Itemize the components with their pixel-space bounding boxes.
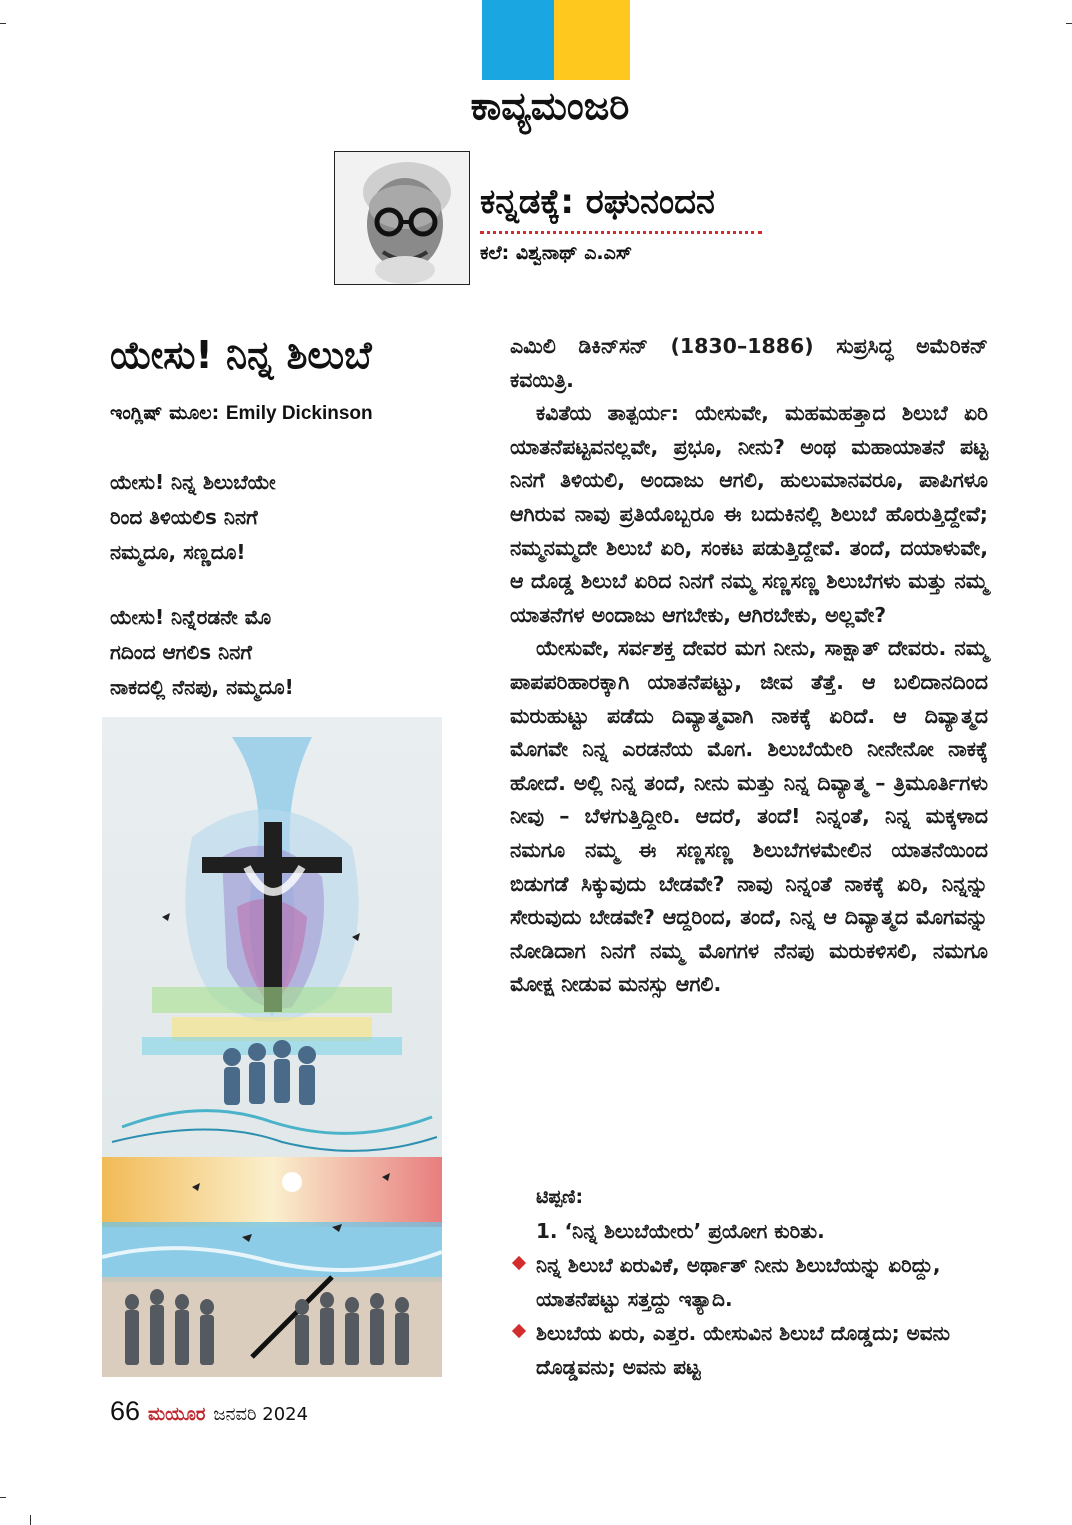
magazine-name: ಮಯೂರ: [148, 1404, 206, 1425]
notes-item: 1. ‘ನಿನ್ನ ಶಿಲುಬೆಯೇರು’ ಪ್ರಯೋಗ ಕುರಿತು.: [536, 1219, 825, 1243]
artist-credit: ಕಲೆ: ವಿಶ್ವನಾಥ್ ಎ.ಎಸ್: [480, 242, 633, 264]
notes-bullet: [510, 1316, 988, 1384]
commentary: [510, 330, 988, 1002]
poem-line: ಗದಿಂದ ಆಗಲಿs ನಿನಗೆ: [110, 640, 252, 664]
crop-mark: [1066, 23, 1072, 24]
header-blue-bar: [482, 0, 554, 90]
commentary-paragraph: ಯೇಸುವೇ, ಸರ್ವಶಕ್ತ ದೇವರ ಮಗ ನೀನು, ಸಾಕ್ಷಾತ್ ದೇವರು. ನಮ್ಮ ಪಾಪಪರಿಹಾರಕ್ಕಾಗಿ ಯಾತನೆಪಟ್ಟು, ಜೀವ ತೆತ್ತೆ. ಆ ಬಲಿದಾನದಿಂದ ಮರುಹುಟ್ಟು ಪಡೆದು ದಿವ್ಯಾತ್ಮವಾಗಿ ನಾಕಕ್ಕೆ ಏರಿದೆ. ಆ ದಿವ್ಯಾತ್ಮದ ಮೊಗವೇ ನಿನ್ನ ಎರಡನೆಯ ಮೊಗ. ಶಿಲುಬೆಯೇರಿ ನೀನೇನೋ ನಾಕಕ್ಕೆ ಹೋದೆ. ಅಲ್ಲಿ ನಿನ್ನ ತಂದೆ, ನೀನು ಮತ್ತು ನಿನ್ನ ದಿವ್ಯಾತ್ಮ – ತ್ರಿಮೂರ್ತಿಗಳು ನೀವು – ಬೆಳಗುತ್ತಿದ್ದೀರಿ. ಆದರೆ, ತಂದೆ! ನಿನ್ನಂತೆ, ನಿನ್ನ ಮಕ್ಕಳಾದ ನಮಗೂ ನಮ್ಮ ಈ ಸಣ್ಣಸಣ್ಣ ಶಿಲುಬೆಗಳಮೇಲಿನ ಯಾತನೆಯಿಂದ ಬಿಡುಗಡೆ ಸಿಕ್ಕುವುದು ಬೇಡವೇ? ನಾವು ನಿನ್ನಂತೆ ನಾಕಕ್ಕೆ ಏರಿ, ನಿನ್ನನ್ನು ಸೇರುವುದು ಬೇಡವೇ? ಆದ್ದರಿಂದ, ತಂದೆ, ನಿನ್ನ ಆ ದಿವ್ಯಾತ್ಮದ ಮೊಗವನ್ನು ನೋಡಿದಾಗ ನಿನಗೆ ನಮ್ಮ ಮೊಗಗಳ ನೆನಪು ಮರುಕಳಿಸಲಿ, ನಮಗೂ ಮೋಕ್ಷ ನೀಡುವ ಮನಸ್ಸು ಆಗಲಿ.: [510, 636, 988, 997]
crop-mark: [0, 1497, 6, 1498]
notes-bullet-text: ನಿನ್ನ ಶಿಲುಬೆ ಏರುವಿಕೆ, ಅರ್ಥಾತ್ ನೀನು ಶಿಲುಬೆಯನ್ನು ಏರಿದ್ದು, ಯಾತನೆಪಟ್ಟು ಸತ್ತದ್ದು ಇತ್ಯಾದಿ.: [536, 1253, 941, 1311]
issue-date: ಜನವರಿ 2024: [213, 1404, 309, 1425]
poem-line: ನಾಕದಲ್ಲಿ ನೆನಪು, ನಮ್ಮದೂ!: [110, 675, 294, 699]
notes-section: [510, 1180, 988, 1384]
crop-mark: [0, 23, 6, 24]
poem-line: ರಿಂದ ತಿಳಿಯಲಿs ನಿನಗೆ: [110, 505, 258, 529]
commentary-paragraph: ಕವಿತೆಯ ತಾತ್ಪರ್ಯ: ಯೇಸುವೇ, ಮಹಮಹತ್ತಾದ ಶಿಲುಬೆ ಏರಿ ಯಾತನೆಪಟ್ಟವನಲ್ಲವೇ, ಪ್ರಭೂ, ನೀನು? ಅಂಥ ಮಹಾಯಾತನೆ ಪಟ್ಟ ನಿನಗೆ ತಿಳಿಯಲಿ, ಅಂದಾಜು ಆಗಲಿ, ಹುಲುಮಾನವರೂ, ಪಾಪಿಗಳೂ ಆಗಿರುವ ನಾವು ಪ್ರತಿಯೊಬ್ಬರೂ ಈ ಬದುಕಿನಲ್ಲಿ ಶಿಲುಬೆ ಹೊರುತ್ತಿದ್ದೇವೆ; ನಮ್ಮನಮ್ಮದೇ ಶಿಲುಬೆ ಏರಿ, ಸಂಕಟ ಪಡುತ್ತಿದ್ದೇವೆ. ತಂದೆ, ದಯಾಳುವೇ, ಆ ದೊಡ್ಡ ಶಿಲುಬೆ ಏರಿದ ನಿನಗೆ ನಮ್ಮ ಸಣ್ಣಸಣ್ಣ ಶಿಲುಬೆಗಳು ಮತ್ತು ನಮ್ಮ ಯಾತನೆಗಳ ಅಂದಾಜು ಆಗಬೇಕು, ಆಗಿರಬೇಕು, ಅಲ್ಲವೇ?: [510, 401, 988, 627]
source-label: ಇಂಗ್ಲಿಷ್ ಮೂಲ:: [110, 402, 220, 424]
page-number: 66: [110, 1396, 141, 1426]
notes-heading: ಟಿಪ್ಪಣಿ:: [536, 1186, 584, 1208]
section-title: ಕಾವ್ಯಮಂಜರಿ: [450, 80, 650, 132]
poem-line: ಯೇಸು! ನಿನ್ನ ಶಿಲುಬೆಯೇ: [110, 470, 276, 494]
diamond-bullet-icon: [512, 1324, 526, 1338]
diamond-bullet-icon: [512, 1256, 526, 1270]
translator-byline: ಕನ್ನಡಕ್ಕೆ: ರಘುನಂದನ: [480, 182, 715, 222]
poem-line: ಯೇಸು! ನಿನ್ನೆರಡನೇ ಮೊ: [110, 605, 272, 629]
source-author: Emily Dickinson: [225, 403, 373, 424]
poem-stanza-2: [110, 600, 294, 705]
notes-bullet-text: ಶಿಲುಬೆಯ ಏರು, ಎತ್ತರ. ಯೇಸುವಿನ ಶಿಲುಬೆ ದೊಡ್ಡದು; ಅವನು ದೊಡ್ಡವನು; ಅವನು ಪಟ್ಟ: [536, 1321, 951, 1379]
author-portrait: [334, 151, 470, 285]
dotted-divider: [480, 231, 762, 234]
page-footer: [110, 1396, 308, 1427]
notes-bullet: [510, 1248, 988, 1316]
poem-line: ನಮ್ಮದೂ, ಸಣ್ಣದೂ!: [110, 540, 246, 564]
header-yellow-bar: [554, 0, 630, 90]
poem-source: [110, 402, 373, 425]
crop-mark: [30, 1515, 31, 1525]
cross-painting: [102, 717, 442, 1377]
poem-title: ಯೇಸು! ನಿನ್ನ ಶಿಲುಬೆ: [110, 333, 372, 377]
commentary-intro: ಎಮಿಲಿ ಡಿಕಿನ್‌ಸನ್ (1830–1886) ಸುಪ್ರಸಿದ್ಧ ಅಮೆರಿಕನ್ ಕವಯಿತ್ರಿ.: [510, 334, 988, 392]
poem-stanza-1: [110, 465, 276, 570]
